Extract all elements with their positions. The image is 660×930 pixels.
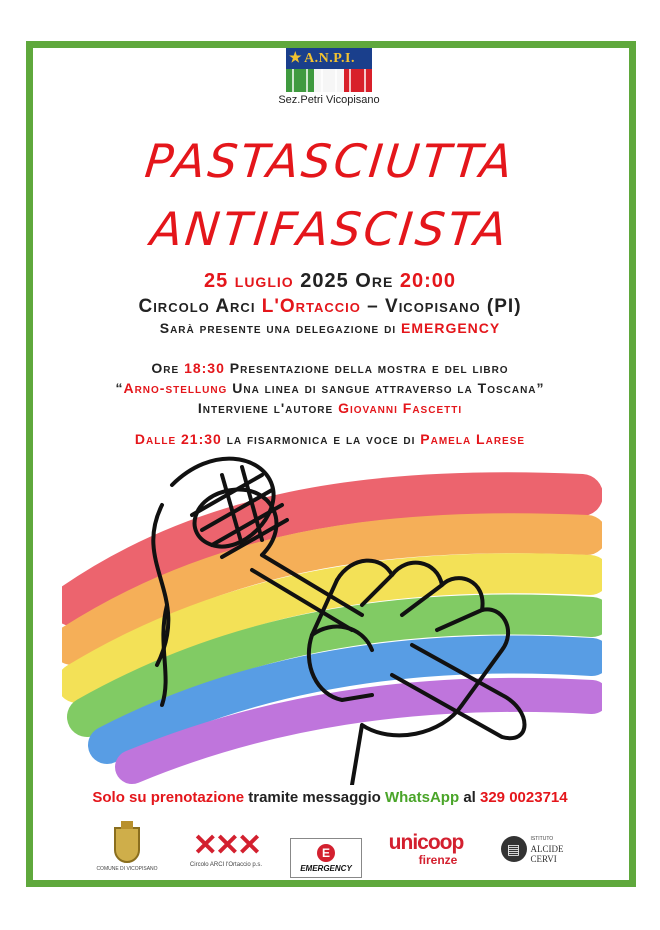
event-date: 25 luglio: [203, 270, 294, 292]
book-subtitle: Una linea di sangue attraverso la Toscana: [232, 380, 537, 396]
venue-name: L'Ortaccio: [261, 296, 361, 317]
title-line-1: PASTASCIUTTA: [142, 134, 518, 188]
unicoop-logo: [384, 816, 468, 882]
cervi-istituto: ISTITUTO: [530, 836, 554, 842]
anpi-logo: [286, 48, 372, 92]
event-year: 2025: [300, 270, 349, 292]
presentation-ore-label: Ore: [151, 360, 180, 376]
venue-separator: –: [367, 296, 379, 317]
italian-flag-icon: [286, 69, 372, 92]
cervi-name2: CERVI: [530, 854, 557, 864]
unicoop-name: unicoop: [388, 831, 464, 854]
quote-open: “: [115, 380, 124, 396]
presentation-text: Presentazione della mostra e del libro: [229, 360, 509, 376]
event-time: 20:00: [399, 270, 457, 292]
presentation-line: [0, 360, 660, 376]
star-icon: ★: [289, 51, 303, 66]
book-title: Arno-stellung: [123, 380, 228, 396]
speaker-prefix: Interviene l'autore: [197, 400, 334, 416]
delegation-text: Sarà presente una delegazione di: [159, 320, 397, 336]
venue-prefix: Circolo Arci: [138, 296, 256, 317]
circolo-logo: [176, 816, 276, 882]
anpi-section-label: Sez.Petri Vicopisano: [278, 94, 380, 106]
booking-line: [0, 789, 660, 806]
comune-logo: [96, 816, 158, 882]
booking-part1: Solo su prenotazione: [92, 789, 245, 806]
emergency-icon: E: [317, 844, 335, 862]
presentation-time: 18:30: [184, 360, 225, 376]
venue-place: Vicopisano (PI): [385, 296, 522, 317]
music-text: la fisarmonica e la voce di: [226, 431, 416, 447]
speaker-name: Giovanni Fascetti: [338, 400, 463, 416]
crest-icon: [114, 827, 140, 863]
book-icon: ▤: [501, 836, 527, 862]
comune-caption: COMUNE DI VICOPISANO: [96, 865, 158, 872]
quote-close: ”: [536, 380, 545, 396]
cervi-name1: ALCIDE: [530, 844, 564, 854]
booking-part3: al: [463, 789, 476, 806]
event-date-line: [0, 270, 660, 293]
unicoop-city: firenze: [418, 853, 458, 867]
book-title-line: [0, 380, 660, 396]
event-venue-line: [0, 296, 660, 318]
delegation-line: [0, 320, 660, 336]
music-artist: Pamela Larese: [420, 431, 526, 447]
emergency-caption: EMERGENCY: [300, 863, 352, 873]
music-time: Dalle 21:30: [134, 431, 222, 447]
booking-part2: tramite messaggio: [248, 789, 381, 806]
anpi-logo-text: A.N.P.I.: [304, 50, 355, 66]
circolo-caption: Circolo ARCI l'Ortaccio p.s.: [189, 862, 263, 868]
emergency-logo: [290, 838, 362, 878]
event-ore-label: Ore: [355, 270, 394, 292]
booking-phone: 329 0023714: [480, 789, 568, 806]
delegation-org: EMERGENCY: [401, 320, 501, 336]
rainbow-fist-fork-icon: [62, 445, 602, 785]
cervi-logo: [490, 816, 574, 882]
title-line-2: ANTIFASCISTA: [148, 202, 512, 256]
booking-app: WhatsApp: [384, 789, 460, 806]
people-icon: ✕✕✕: [192, 829, 260, 862]
speaker-line: [0, 400, 660, 416]
